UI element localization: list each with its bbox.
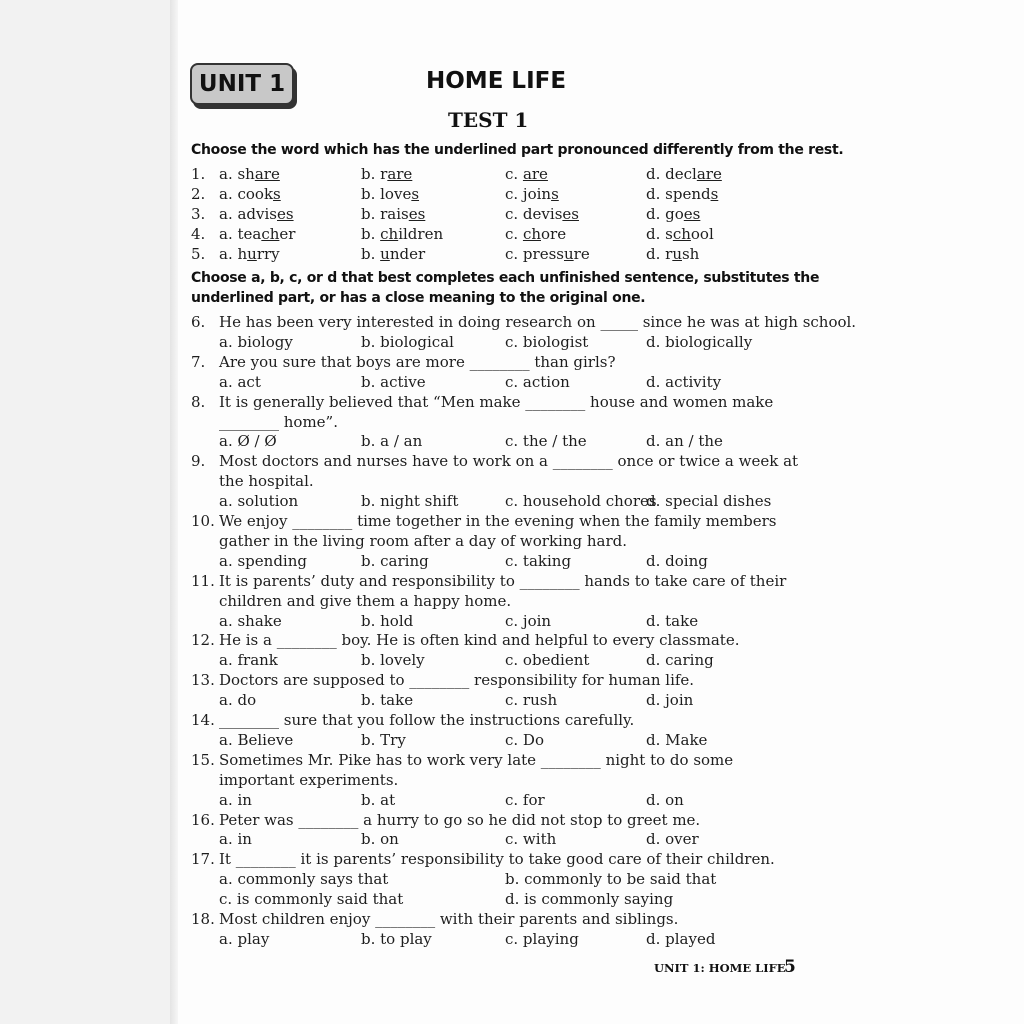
option-c: [505, 225, 566, 243]
option-a: [219, 185, 281, 203]
answer-option: d. over: [646, 830, 699, 849]
unit-badge: UNIT 1: [190, 63, 294, 105]
answer-option: c. Do: [505, 730, 544, 749]
underlined-part: es: [408, 205, 426, 223]
answer-option: c. playing: [505, 929, 579, 948]
option-text: ool: [690, 225, 714, 243]
option-text: nder: [389, 245, 426, 263]
option-text: c.: [505, 225, 523, 243]
question-number: 18.: [191, 910, 215, 928]
underlined-part: es: [277, 205, 294, 223]
option-d: [646, 245, 699, 263]
answer-option: d. join: [646, 691, 694, 710]
answer-option: c. rush: [505, 691, 558, 710]
answer-option: d. take: [646, 611, 699, 630]
question-text: It is parents’ duty and responsibility to ________ hands to take care of their: [219, 571, 787, 590]
question-number: 4.: [191, 225, 206, 243]
question-number: 7.: [191, 352, 206, 371]
option-text: a. cook: [219, 185, 274, 203]
question-number: 1.: [191, 165, 206, 183]
answer-option: d. special dishes: [646, 492, 772, 511]
option-d: [646, 185, 718, 203]
question-number: 9.: [191, 452, 206, 471]
answer-option: b. a / an: [361, 432, 423, 451]
answer-option: c. for: [505, 790, 545, 809]
option-text: rry: [256, 245, 280, 263]
underlined-part: are: [254, 165, 280, 183]
option-text: b.: [361, 225, 381, 243]
question-text: He has been very interested in doing research on _____ since he was at high school.: [219, 313, 857, 331]
question-number: 12.: [191, 631, 215, 650]
question-number: 3.: [191, 205, 206, 223]
option-b: [361, 185, 419, 203]
question-text: ________ sure that you follow the instructions carefully.: [219, 711, 635, 729]
question-number: 13.: [191, 671, 215, 690]
section1-instruction: Choose the word which has the underlined part pronounced differently from the rest.: [191, 142, 844, 158]
question-text-continued: children and give them a happy home.: [219, 591, 512, 610]
answer-option: a. commonly says that: [219, 870, 389, 889]
answer-option: a. spending: [219, 551, 307, 570]
option-text: d. r: [646, 245, 673, 263]
question-text-continued: gather in the living room after a day of working hard.: [219, 531, 628, 550]
option-b: [361, 165, 412, 183]
answer-option: a. play: [219, 929, 270, 948]
option-text: c. devis: [505, 205, 563, 223]
answer-option: d. caring: [646, 651, 714, 670]
question-text: He is a ________ boy. He is often kind and helpful to every classmate.: [219, 631, 740, 650]
option-b: [361, 245, 425, 263]
question-text-continued: the hospital.: [219, 472, 314, 491]
question-text: Peter was ________ a hurry to go so he did not stop to greet me.: [219, 810, 701, 829]
option-a: [219, 165, 280, 183]
question-number: 6.: [191, 313, 206, 331]
question-number: 5.: [191, 245, 206, 263]
answer-option: b. on: [361, 830, 399, 849]
option-text: c.: [505, 165, 523, 183]
underlined-part: s: [551, 185, 559, 203]
option-text: d. decl: [646, 165, 697, 183]
answer-option: a. act: [219, 372, 261, 391]
underlined-part: s: [273, 185, 281, 203]
option-text: a. advis: [219, 205, 277, 223]
underlined-part: es: [683, 205, 701, 223]
answer-option: b. active: [361, 372, 426, 391]
question-number: 8.: [191, 392, 206, 411]
answer-option: c. the / the: [505, 432, 587, 451]
underlined-part: u: [380, 245, 390, 263]
answer-option: a. Ø / Ø: [219, 432, 277, 451]
answer-option: d. biologically: [646, 332, 753, 351]
question-number: 10.: [191, 512, 215, 530]
option-c: [505, 245, 590, 263]
option-a: [219, 205, 294, 223]
question-number: 15.: [191, 750, 215, 769]
answer-option: c. household chores: [505, 492, 657, 511]
answer-option: b. to play: [361, 929, 432, 948]
question-text: Most children enjoy ________ with their parents and siblings.: [219, 910, 679, 928]
question-text: It is generally believed that “Men make ________ house and women make: [219, 392, 774, 411]
answer-option: a. Believe: [219, 730, 294, 749]
option-text: a. h: [219, 245, 248, 263]
underlined-part: u: [672, 245, 682, 263]
answer-option: d. is commonly saying: [505, 890, 674, 909]
answer-option: a. frank: [219, 651, 278, 670]
answer-option: a. shake: [219, 611, 282, 630]
option-d: [646, 205, 700, 223]
answer-option: c. join: [505, 611, 552, 630]
answer-option: b. night shift: [361, 492, 459, 511]
option-c: [505, 165, 548, 183]
answer-option: b. commonly to be said that: [505, 870, 717, 889]
page-title: HOME LIFE: [426, 68, 567, 94]
option-text: a. sh: [219, 165, 255, 183]
test-title: TEST 1: [448, 108, 529, 132]
option-c: [505, 185, 559, 203]
question-text-continued: important experiments.: [219, 770, 399, 789]
option-a: [219, 245, 280, 263]
answer-option: c. is commonly said that: [219, 890, 404, 909]
answer-option: c. action: [505, 372, 570, 391]
option-b: [361, 205, 425, 223]
option-text: ildren: [398, 225, 444, 243]
question-text: Are you sure that boys are more ________ than girls?: [219, 352, 616, 371]
underlined-part: u: [247, 245, 257, 263]
underlined-part: ch: [380, 225, 399, 243]
option-a: [219, 225, 295, 243]
option-b: [361, 225, 443, 243]
underlined-part: s: [411, 185, 420, 203]
answer-option: c. with: [505, 830, 557, 849]
option-text: er: [279, 225, 296, 243]
answer-option: c. obedient: [505, 651, 590, 670]
underlined-part: are: [522, 165, 548, 183]
answer-option: d. activity: [646, 372, 722, 391]
answer-option: a. do: [219, 691, 257, 710]
underlined-part: are: [387, 165, 413, 183]
question-number: 14.: [191, 711, 215, 729]
answer-option: b. caring: [361, 551, 429, 570]
answer-option: d. an / the: [646, 432, 723, 451]
page-number: 5: [784, 957, 796, 977]
question-text: It ________ it is parents’ responsibility to take good care of their children.: [219, 850, 775, 869]
answer-option: b. at: [361, 790, 396, 809]
option-text: b. rais: [361, 205, 409, 223]
answer-option: d. played: [646, 929, 716, 948]
answer-option: d. doing: [646, 551, 708, 570]
underlined-part: es: [562, 205, 579, 223]
option-c: [505, 205, 579, 223]
footer-label: UNIT 1: HOME LIFE: [654, 961, 786, 975]
question-number: 2.: [191, 185, 206, 203]
option-text: b. love: [361, 185, 412, 203]
answer-option: b. Try: [361, 730, 406, 749]
question-number: 17.: [191, 850, 215, 869]
underlined-part: ch: [261, 225, 280, 243]
answer-option: b. lovely: [361, 651, 425, 670]
option-text: a. tea: [219, 225, 262, 243]
answer-option: a. in: [219, 830, 252, 849]
option-text: d. s: [646, 225, 673, 243]
option-text: d. go: [646, 205, 684, 223]
answer-option: c. taking: [505, 551, 572, 570]
answer-option: b. take: [361, 691, 414, 710]
answer-option: c. biologist: [505, 332, 589, 351]
question-text: Most doctors and nurses have to work on a ________ once or twice a week at: [219, 452, 799, 471]
answer-option: a. biology: [219, 332, 293, 351]
question-number: 11.: [191, 571, 215, 590]
question-text: We enjoy ________ time together in the evening when the family members: [219, 512, 777, 530]
option-d: [646, 225, 714, 243]
underlined-part: ch: [672, 225, 691, 243]
option-text: c. press: [505, 245, 564, 263]
question-text: Doctors are supposed to ________ responsibility for human life.: [219, 671, 695, 690]
answer-option: d. Make: [646, 730, 708, 749]
option-text: re: [573, 245, 590, 263]
option-text: ore: [541, 225, 567, 243]
answer-option: b. biological: [361, 332, 454, 351]
underlined-part: u: [563, 245, 574, 263]
question-text-continued: ________ home”.: [219, 412, 338, 431]
underlined-part: s: [710, 185, 719, 203]
answer-option: d. on: [646, 790, 684, 809]
section2-instruction-line2: underlined part, or has a close meaning to the original one.: [191, 290, 646, 306]
underlined-part: ch: [522, 225, 541, 243]
answer-option: a. in: [219, 790, 252, 809]
option-text: b.: [361, 245, 381, 263]
option-text: d. spend: [646, 185, 711, 203]
section2-instruction-line1: Choose a, b, c, or d that best completes each unfinished sentence, substitutes the: [191, 270, 820, 286]
question-text: Sometimes Mr. Pike has to work very late ________ night to do some: [219, 750, 734, 769]
question-number: 16.: [191, 810, 215, 829]
option-text: b. r: [361, 165, 388, 183]
option-d: [646, 165, 722, 183]
option-text: sh: [681, 245, 700, 263]
underlined-part: are: [696, 165, 722, 183]
option-text: c. join: [505, 185, 552, 203]
answer-option: b. hold: [361, 611, 414, 630]
answer-option: a. solution: [219, 492, 299, 511]
